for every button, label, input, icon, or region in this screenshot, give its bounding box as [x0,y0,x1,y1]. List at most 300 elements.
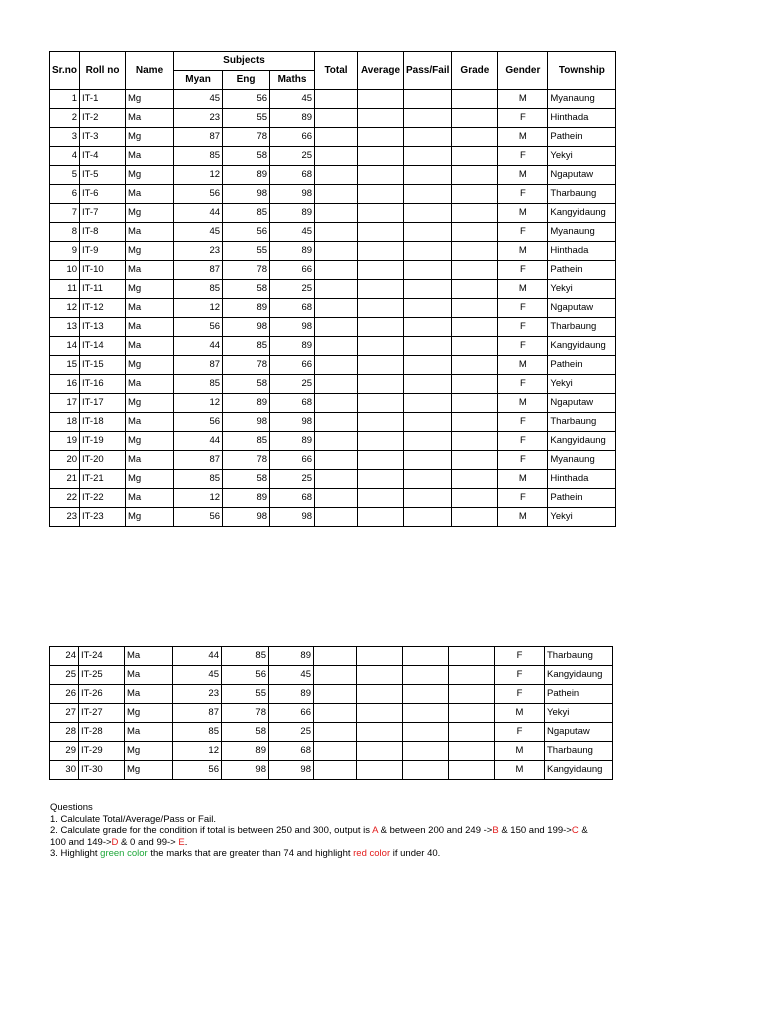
cell-name[interactable]: Mg [125,761,173,780]
cell-gender[interactable]: M [498,90,548,109]
cell-gender[interactable]: F [495,647,545,666]
cell-township[interactable]: Yekyi [548,375,616,394]
cell-grade[interactable] [452,90,498,109]
cell-gender[interactable]: F [498,109,548,128]
cell-total[interactable] [314,723,357,742]
cell-grade[interactable] [452,508,498,527]
cell-passfail[interactable] [404,489,452,508]
cell-township[interactable]: Myanaung [548,451,616,470]
cell-maths[interactable]: 25 [270,375,315,394]
cell-srno[interactable]: 11 [50,280,80,299]
cell-rollno[interactable]: IT-27 [79,704,125,723]
cell-passfail[interactable] [403,647,449,666]
cell-passfail[interactable] [403,742,449,761]
cell-gender[interactable]: M [495,761,545,780]
cell-total[interactable] [315,147,358,166]
cell-name[interactable]: Ma [126,489,174,508]
cell-name[interactable]: Ma [125,685,173,704]
cell-rollno[interactable]: IT-26 [79,685,125,704]
cell-myan[interactable]: 12 [174,394,223,413]
cell-myan[interactable]: 87 [174,261,223,280]
cell-rollno[interactable]: IT-8 [80,223,126,242]
cell-grade[interactable] [452,166,498,185]
cell-passfail[interactable] [403,685,449,704]
cell-township[interactable]: Myanaung [548,223,616,242]
cell-average[interactable] [357,723,403,742]
cell-grade[interactable] [452,204,498,223]
cell-name[interactable]: Ma [125,723,173,742]
cell-gender[interactable]: F [495,723,545,742]
cell-township[interactable]: Kangyidaung [545,666,613,685]
cell-township[interactable]: Tharbaung [545,742,613,761]
cell-township[interactable]: Myanaung [548,90,616,109]
cell-grade[interactable] [452,109,498,128]
cell-srno[interactable]: 3 [50,128,80,147]
cell-rollno[interactable]: IT-30 [79,761,125,780]
cell-gender[interactable]: F [498,337,548,356]
cell-maths[interactable]: 98 [270,413,315,432]
cell-passfail[interactable] [403,704,449,723]
cell-passfail[interactable] [404,413,452,432]
cell-total[interactable] [315,470,358,489]
cell-total[interactable] [315,299,358,318]
cell-eng[interactable]: 58 [223,147,270,166]
cell-maths[interactable]: 45 [270,90,315,109]
cell-eng[interactable]: 55 [222,685,269,704]
cell-name[interactable]: Ma [126,223,174,242]
cell-average[interactable] [358,261,404,280]
cell-passfail[interactable] [404,185,452,204]
cell-srno[interactable]: 21 [50,470,80,489]
cell-average[interactable] [358,185,404,204]
cell-average[interactable] [357,704,403,723]
cell-passfail[interactable] [403,666,449,685]
cell-eng[interactable]: 58 [222,723,269,742]
cell-grade[interactable] [452,261,498,280]
cell-srno[interactable]: 2 [50,109,80,128]
cell-eng[interactable]: 89 [223,166,270,185]
cell-myan[interactable]: 87 [174,128,223,147]
cell-name[interactable]: Ma [126,109,174,128]
cell-township[interactable]: Ngaputaw [548,394,616,413]
cell-total[interactable] [315,356,358,375]
cell-township[interactable]: Yekyi [548,508,616,527]
cell-township[interactable]: Tharbaung [548,185,616,204]
cell-township[interactable]: Pathein [548,489,616,508]
cell-name[interactable]: Mg [126,242,174,261]
cell-township[interactable]: Tharbaung [548,318,616,337]
cell-township[interactable]: Kangyidaung [548,432,616,451]
cell-total[interactable] [314,761,357,780]
cell-average[interactable] [358,109,404,128]
cell-myan[interactable]: 87 [174,356,223,375]
cell-name[interactable]: Mg [125,742,173,761]
cell-maths[interactable]: 98 [270,318,315,337]
cell-average[interactable] [358,489,404,508]
cell-maths[interactable]: 89 [270,242,315,261]
cell-srno[interactable]: 27 [50,704,79,723]
cell-gender[interactable]: F [498,489,548,508]
cell-average[interactable] [358,147,404,166]
cell-eng[interactable]: 78 [223,356,270,375]
cell-eng[interactable]: 98 [223,185,270,204]
cell-grade[interactable] [452,147,498,166]
cell-total[interactable] [315,413,358,432]
cell-passfail[interactable] [404,337,452,356]
cell-myan[interactable]: 56 [173,761,222,780]
cell-rollno[interactable]: IT-29 [79,742,125,761]
cell-myan[interactable]: 23 [173,685,222,704]
cell-maths[interactable]: 66 [269,704,314,723]
cell-average[interactable] [357,742,403,761]
cell-average[interactable] [357,761,403,780]
cell-rollno[interactable]: IT-25 [79,666,125,685]
cell-passfail[interactable] [404,356,452,375]
cell-gender[interactable]: M [498,128,548,147]
cell-maths[interactable]: 89 [270,109,315,128]
cell-eng[interactable]: 98 [222,761,269,780]
cell-grade[interactable] [452,128,498,147]
cell-average[interactable] [358,470,404,489]
cell-maths[interactable]: 25 [270,470,315,489]
cell-srno[interactable]: 25 [50,666,79,685]
cell-name[interactable]: Mg [126,280,174,299]
cell-grade[interactable] [452,451,498,470]
cell-average[interactable] [358,375,404,394]
cell-name[interactable]: Ma [126,451,174,470]
cell-township[interactable]: Ngaputaw [548,166,616,185]
cell-grade[interactable] [449,666,495,685]
cell-myan[interactable]: 12 [173,742,222,761]
cell-srno[interactable]: 28 [50,723,79,742]
cell-township[interactable]: Pathein [545,685,613,704]
cell-myan[interactable]: 45 [174,90,223,109]
cell-township[interactable]: Ngaputaw [545,723,613,742]
cell-rollno[interactable]: IT-15 [80,356,126,375]
cell-total[interactable] [315,128,358,147]
cell-grade[interactable] [452,185,498,204]
cell-srno[interactable]: 15 [50,356,80,375]
cell-myan[interactable]: 56 [174,185,223,204]
cell-rollno[interactable]: IT-16 [80,375,126,394]
cell-maths[interactable]: 68 [270,489,315,508]
cell-average[interactable] [358,280,404,299]
cell-passfail[interactable] [403,723,449,742]
cell-maths[interactable]: 89 [270,337,315,356]
cell-township[interactable]: Kangyidaung [548,204,616,223]
cell-average[interactable] [358,356,404,375]
cell-township[interactable]: Hinthada [548,242,616,261]
cell-gender[interactable]: M [498,394,548,413]
cell-rollno[interactable]: IT-17 [80,394,126,413]
cell-average[interactable] [358,508,404,527]
cell-myan[interactable]: 87 [174,451,223,470]
cell-township[interactable]: Hinthada [548,470,616,489]
cell-township[interactable]: Pathein [548,261,616,280]
cell-maths[interactable]: 89 [270,432,315,451]
cell-total[interactable] [314,742,357,761]
cell-passfail[interactable] [404,242,452,261]
cell-grade[interactable] [452,432,498,451]
cell-maths[interactable]: 98 [270,185,315,204]
cell-township[interactable]: Pathein [548,128,616,147]
cell-name[interactable]: Mg [126,470,174,489]
cell-rollno[interactable]: IT-13 [80,318,126,337]
cell-grade[interactable] [449,742,495,761]
cell-grade[interactable] [452,356,498,375]
cell-township[interactable]: Tharbaung [545,647,613,666]
cell-maths[interactable]: 98 [269,761,314,780]
cell-maths[interactable]: 45 [270,223,315,242]
cell-gender[interactable]: F [498,318,548,337]
cell-gender[interactable]: M [495,704,545,723]
cell-eng[interactable]: 85 [223,204,270,223]
cell-srno[interactable]: 13 [50,318,80,337]
cell-gender[interactable]: F [498,432,548,451]
cell-rollno[interactable]: IT-10 [80,261,126,280]
cell-gender[interactable]: M [498,242,548,261]
cell-srno[interactable]: 5 [50,166,80,185]
cell-average[interactable] [358,394,404,413]
cell-rollno[interactable]: IT-22 [80,489,126,508]
cell-eng[interactable]: 98 [223,413,270,432]
cell-total[interactable] [315,90,358,109]
cell-gender[interactable]: F [498,299,548,318]
cell-srno[interactable]: 17 [50,394,80,413]
cell-rollno[interactable]: IT-5 [80,166,126,185]
cell-grade[interactable] [452,470,498,489]
cell-passfail[interactable] [404,432,452,451]
cell-average[interactable] [357,685,403,704]
cell-srno[interactable]: 24 [50,647,79,666]
cell-township[interactable]: Yekyi [548,280,616,299]
cell-passfail[interactable] [404,451,452,470]
cell-township[interactable]: Kangyidaung [545,761,613,780]
cell-name[interactable]: Mg [126,204,174,223]
cell-myan[interactable]: 44 [174,432,223,451]
cell-myan[interactable]: 85 [174,147,223,166]
cell-rollno[interactable]: IT-18 [80,413,126,432]
cell-eng[interactable]: 78 [223,128,270,147]
cell-eng[interactable]: 56 [223,90,270,109]
cell-passfail[interactable] [404,470,452,489]
cell-eng[interactable]: 98 [223,318,270,337]
cell-gender[interactable]: F [495,685,545,704]
cell-srno[interactable]: 23 [50,508,80,527]
cell-eng[interactable]: 89 [223,299,270,318]
cell-passfail[interactable] [404,318,452,337]
cell-rollno[interactable]: IT-3 [80,128,126,147]
cell-eng[interactable]: 89 [223,489,270,508]
cell-average[interactable] [358,242,404,261]
cell-gender[interactable]: M [498,356,548,375]
cell-total[interactable] [315,394,358,413]
cell-eng[interactable]: 78 [223,261,270,280]
cell-srno[interactable]: 18 [50,413,80,432]
cell-maths[interactable]: 66 [270,128,315,147]
cell-total[interactable] [315,432,358,451]
cell-passfail[interactable] [404,204,452,223]
cell-name[interactable]: Ma [126,318,174,337]
cell-name[interactable]: Mg [126,508,174,527]
cell-myan[interactable]: 23 [174,242,223,261]
cell-average[interactable] [358,413,404,432]
cell-myan[interactable]: 56 [174,318,223,337]
cell-grade[interactable] [449,761,495,780]
cell-myan[interactable]: 85 [174,470,223,489]
cell-average[interactable] [358,337,404,356]
cell-passfail[interactable] [404,166,452,185]
cell-gender[interactable]: F [495,666,545,685]
cell-rollno[interactable]: IT-20 [80,451,126,470]
cell-name[interactable]: Mg [126,394,174,413]
cell-total[interactable] [315,261,358,280]
cell-eng[interactable]: 89 [222,742,269,761]
cell-rollno[interactable]: IT-23 [80,508,126,527]
cell-name[interactable]: Ma [126,337,174,356]
cell-maths[interactable]: 25 [269,723,314,742]
cell-srno[interactable]: 12 [50,299,80,318]
cell-maths[interactable]: 68 [270,394,315,413]
cell-srno[interactable]: 19 [50,432,80,451]
cell-eng[interactable]: 85 [222,647,269,666]
cell-myan[interactable]: 56 [174,413,223,432]
cell-average[interactable] [358,128,404,147]
cell-myan[interactable]: 44 [173,647,222,666]
cell-eng[interactable]: 55 [223,109,270,128]
cell-passfail[interactable] [404,261,452,280]
cell-name[interactable]: Ma [125,647,173,666]
cell-gender[interactable]: M [498,470,548,489]
cell-name[interactable]: Ma [126,147,174,166]
cell-myan[interactable]: 44 [174,204,223,223]
cell-name[interactable]: Mg [126,356,174,375]
cell-rollno[interactable]: IT-1 [80,90,126,109]
cell-grade[interactable] [449,704,495,723]
cell-name[interactable]: Ma [126,413,174,432]
cell-maths[interactable]: 89 [270,204,315,223]
cell-passfail[interactable] [404,90,452,109]
cell-township[interactable]: Yekyi [545,704,613,723]
cell-eng[interactable]: 78 [223,451,270,470]
cell-maths[interactable]: 68 [270,166,315,185]
cell-grade[interactable] [452,299,498,318]
cell-eng[interactable]: 85 [223,432,270,451]
cell-gender[interactable]: F [498,223,548,242]
cell-average[interactable] [358,223,404,242]
cell-maths[interactable]: 25 [270,280,315,299]
cell-total[interactable] [314,685,357,704]
cell-myan[interactable]: 87 [173,704,222,723]
cell-gender[interactable]: M [498,166,548,185]
cell-maths[interactable]: 89 [269,647,314,666]
cell-eng[interactable]: 56 [223,223,270,242]
cell-name[interactable]: Ma [126,185,174,204]
cell-passfail[interactable] [404,147,452,166]
cell-passfail[interactable] [404,394,452,413]
cell-grade[interactable] [452,394,498,413]
cell-myan[interactable]: 12 [174,299,223,318]
cell-rollno[interactable]: IT-28 [79,723,125,742]
cell-name[interactable]: Mg [126,432,174,451]
cell-grade[interactable] [452,280,498,299]
cell-maths[interactable]: 89 [269,685,314,704]
cell-total[interactable] [315,318,358,337]
cell-name[interactable]: Mg [125,704,173,723]
cell-total[interactable] [314,647,357,666]
cell-myan[interactable]: 85 [174,375,223,394]
cell-gender[interactable]: M [498,508,548,527]
cell-passfail[interactable] [403,761,449,780]
cell-maths[interactable]: 25 [270,147,315,166]
cell-gender[interactable]: F [498,375,548,394]
cell-myan[interactable]: 56 [174,508,223,527]
cell-eng[interactable]: 78 [222,704,269,723]
cell-total[interactable] [315,489,358,508]
cell-srno[interactable]: 14 [50,337,80,356]
cell-gender[interactable]: F [498,261,548,280]
cell-grade[interactable] [449,647,495,666]
cell-passfail[interactable] [404,299,452,318]
cell-township[interactable]: Pathein [548,356,616,375]
cell-rollno[interactable]: IT-21 [80,470,126,489]
cell-eng[interactable]: 98 [223,508,270,527]
cell-eng[interactable]: 85 [223,337,270,356]
cell-total[interactable] [315,508,358,527]
cell-average[interactable] [358,204,404,223]
cell-passfail[interactable] [404,109,452,128]
cell-average[interactable] [358,299,404,318]
cell-srno[interactable]: 26 [50,685,79,704]
cell-rollno[interactable]: IT-11 [80,280,126,299]
cell-rollno[interactable]: IT-14 [80,337,126,356]
cell-gender[interactable]: F [498,185,548,204]
cell-township[interactable]: Kangyidaung [548,337,616,356]
cell-rollno[interactable]: IT-2 [80,109,126,128]
cell-average[interactable] [358,166,404,185]
cell-average[interactable] [358,318,404,337]
cell-myan[interactable]: 85 [174,280,223,299]
cell-total[interactable] [314,666,357,685]
cell-grade[interactable] [452,242,498,261]
cell-rollno[interactable]: IT-4 [80,147,126,166]
cell-passfail[interactable] [404,508,452,527]
cell-maths[interactable]: 66 [270,356,315,375]
cell-grade[interactable] [452,223,498,242]
cell-myan[interactable]: 45 [173,666,222,685]
cell-total[interactable] [314,704,357,723]
cell-gender[interactable]: M [495,742,545,761]
cell-rollno[interactable]: IT-24 [79,647,125,666]
cell-eng[interactable]: 55 [223,242,270,261]
cell-total[interactable] [315,223,358,242]
cell-grade[interactable] [452,318,498,337]
cell-gender[interactable]: M [498,280,548,299]
cell-maths[interactable]: 66 [270,451,315,470]
cell-name[interactable]: Mg [126,90,174,109]
cell-total[interactable] [315,185,358,204]
cell-gender[interactable]: F [498,413,548,432]
cell-myan[interactable]: 45 [174,223,223,242]
cell-passfail[interactable] [404,223,452,242]
cell-passfail[interactable] [404,128,452,147]
cell-average[interactable] [357,647,403,666]
cell-srno[interactable]: 16 [50,375,80,394]
cell-passfail[interactable] [404,280,452,299]
cell-total[interactable] [315,337,358,356]
cell-township[interactable]: Hinthada [548,109,616,128]
cell-srno[interactable]: 22 [50,489,80,508]
